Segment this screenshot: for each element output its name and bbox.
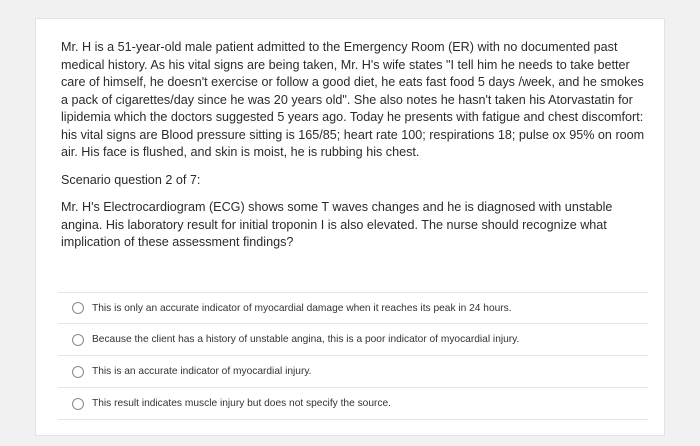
radio-button-icon[interactable]	[72, 366, 84, 378]
answer-options	[58, 292, 648, 420]
patient-scenario-paragraph: Mr. H is a 51-year-old male patient admitted to the Emergency Room (ER) with no documented past medical history. As his vital signs are being taken, Mr. H's wife states "I tell him he needs to take better care of himself, he doesn't exercise or follow a good diet, he eats fast food 5 days /week, and he smokes a pack of cigarettes/day since he was 20 years old". She also notes he hasn't taken his Atorvastatin for lipidemia which the doctors suggested 5 years ago. Today he presents with fatigue and chest discomfort: his vital signs are Blood pressure sitting is 165/85; heart rate 100; respirations 18; pulse ox 95% on room air. His face is flushed, and skin is moist, he is rubbing his chest.	[61, 40, 645, 159]
radio-button-icon[interactable]	[72, 334, 84, 346]
scenario-label: Scenario question 2 of 7:	[61, 172, 201, 187]
answer-option-label: This is only an accurate indicator of myocardial damage when it reaches its peak in 24 hours.	[92, 302, 512, 314]
answer-option-4[interactable]	[58, 388, 648, 420]
answer-option-1[interactable]	[58, 292, 648, 324]
question-card	[35, 18, 665, 436]
radio-button-icon[interactable]	[72, 398, 84, 410]
answer-option-3[interactable]	[58, 356, 648, 388]
answer-option-label: Because the client has a history of unstable angina, this is a poor indicator of myocardial injury.	[92, 334, 520, 345]
answer-option-label: This is an accurate indicator of myocardial injury.	[92, 366, 312, 377]
question-paragraph: Mr. H's Electrocardiogram (ECG) shows some T waves changes and he is diagnosed with unstable angina. His laboratory result for initial troponin I is also elevated. The nurse should recognize what implication of these assessment findings?	[61, 200, 613, 249]
question-content	[61, 39, 651, 262]
answer-option-label: This result indicates muscle injury but does not specify the source.	[92, 398, 391, 409]
radio-button-icon[interactable]	[72, 302, 84, 314]
answer-option-2[interactable]	[58, 324, 648, 356]
